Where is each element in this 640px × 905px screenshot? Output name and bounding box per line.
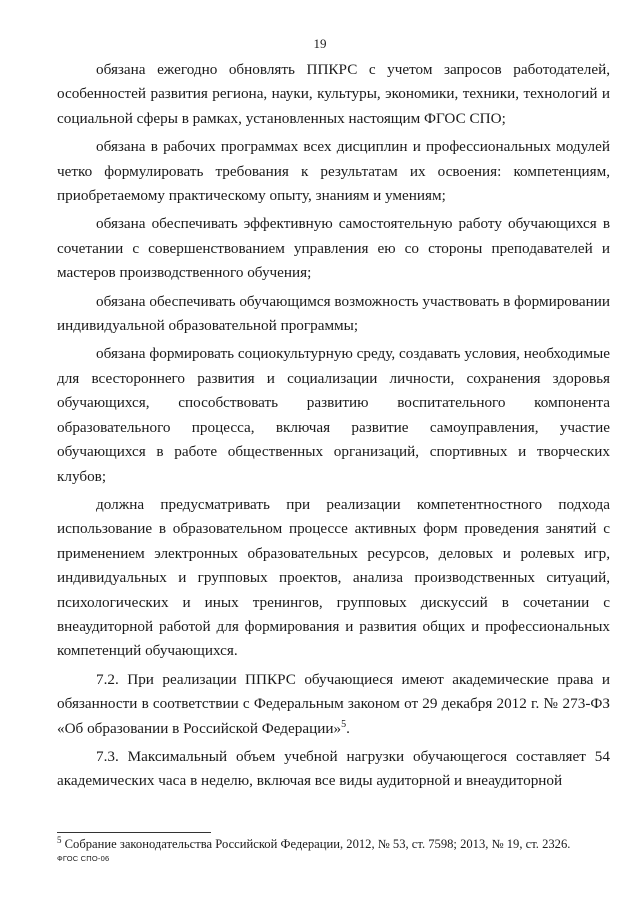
document-code: ФГОС СПО-06	[57, 854, 110, 863]
paragraph-sociocultural-environment: обязана формировать социокультурную среду, создавать условия, необходимые для всестороннего развития и социализации личности, сохранения здоровья обучающихся, способствовать развитию воспитательного компонента образовательного процесса, включая развитие самоуправления, участие обучающихся в работе общественных организаций, спортивных и творческих клубов;	[57, 345, 610, 485]
footnote-number: 5	[57, 834, 62, 845]
paragraph-independent-work: обязана обеспечивать эффективную самостоятельную работу обучающихся в сочетании с совершенствованием управления ею со стороны преподавателей и мастеров производственного обучения;	[57, 215, 610, 282]
section-7-2-text: 7.2. При реализации ППКРС обучающиеся имеют академические права и обязанности в соответствии с Федеральным законом от 29 декабря 2012 г. № 273-ФЗ «Об образовании в Российской Федерации»	[57, 670, 610, 737]
footnote-divider	[57, 832, 211, 833]
footnote	[57, 836, 617, 852]
body-text	[57, 58, 610, 794]
page-number: 19	[313, 36, 327, 51]
section-7-3: 7.3. Максимальный объем учебной нагрузки обучающегося составляет 54 академических часа в неделю, включая все виды аудиторной и внеаудиторной	[57, 747, 610, 790]
footnote-text: Собрание законодательства Российской Федерации, 2012, № 53, ст. 7598; 2013, № 19, ст. 2326.	[64, 837, 571, 851]
paragraph-learning-requirements: обязана в рабочих программах всех дисциплин и профессиональных модулей четко формулировать требования к результатам их освоения: компетенциям, приобретаемому практическому опыту, знаниям и умениям;	[57, 138, 610, 205]
footnote-reference: 5	[341, 718, 347, 730]
paragraph-active-learning-forms: должна предусматривать при реализации компетентностного подхода использование в образовательном процессе активных форм проведения занятий с применением электронных образовательных ресурсов, деловых и ролевых игр, индивидуальных и групповых проектов, анализа производственных ситуаций, психологических и иных тренингов, групповых дискуссий в сочетании с внеаудиторной работой для формирования и развития общих и профессиональных компетенций обучающихся.	[57, 495, 610, 660]
section-7-2	[57, 668, 610, 741]
section-7-2-tail: .	[346, 719, 350, 737]
paragraph-update-program: обязана ежегодно обновлять ППКРС с учетом запросов работодателей, особенностей развития региона, науки, культуры, экономики, техники, технологий и социальной сферы в рамках, установленных настоящим ФГОС СПО;	[57, 61, 610, 127]
paragraph-individual-program: обязана обеспечивать обучающимся возможность участвовать в формировании индивидуальной образовательной программы;	[57, 292, 610, 335]
